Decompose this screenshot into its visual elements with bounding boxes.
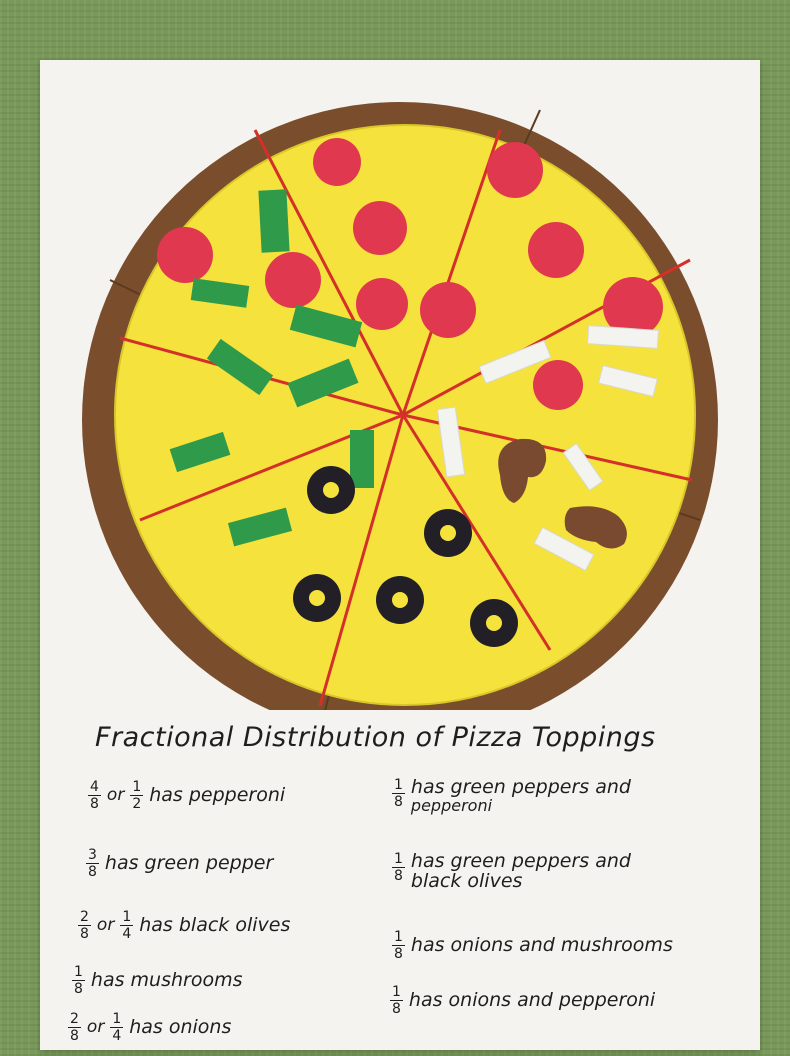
legend-text: has mushrooms	[90, 968, 243, 991]
pepperoni	[487, 142, 543, 198]
fraction: $\frac{4}{8}$	[90, 779, 99, 812]
legend-text: has onions and mushrooms	[410, 933, 673, 956]
green-pepper	[258, 189, 289, 252]
pizza-illustration	[80, 70, 720, 710]
legend-text: has onions	[129, 1015, 232, 1038]
legend-text: has pepperoni	[149, 783, 286, 806]
pepperoni	[313, 138, 361, 186]
fraction: $\frac{1}{8}$	[394, 777, 403, 810]
or-label: or	[96, 914, 115, 935]
pepperoni	[533, 360, 583, 410]
pepperoni	[528, 222, 584, 278]
pepperoni	[157, 227, 213, 283]
legend-text: has onions and pepperoni	[408, 988, 656, 1011]
fraction: $\frac{2}{8}$	[70, 1011, 79, 1044]
pepperoni	[420, 282, 476, 338]
legend-text-line2: pepperoni	[410, 795, 493, 815]
green-pepper	[350, 430, 374, 488]
pepperoni	[353, 201, 407, 255]
fraction: $\frac{1}{8}$	[392, 984, 401, 1017]
pepperoni	[265, 252, 321, 308]
fraction: $\frac{2}{8}$	[80, 909, 89, 942]
legend-text-line2: black olives	[410, 869, 523, 892]
pepperoni	[356, 278, 408, 330]
or-label: or	[106, 784, 125, 805]
legend-text: has green peppers and	[410, 776, 631, 798]
fraction: $\frac{1}{8}$	[394, 851, 403, 884]
legend-text: has black olives	[139, 913, 291, 936]
fraction: $\frac{1}{2}$	[132, 779, 142, 812]
poster-paper	[40, 60, 760, 1050]
fraction: $\frac{1}{4}$	[112, 1011, 122, 1044]
fraction: $\frac{3}{8}$	[88, 847, 97, 880]
fraction: $\frac{1}{8}$	[394, 929, 403, 962]
fraction: $\frac{1}{8}$	[74, 964, 83, 997]
legend-text: has green peppers and	[410, 850, 631, 872]
fraction: $\frac{1}{4}$	[122, 909, 132, 942]
legend-text: has green pepper	[104, 851, 274, 874]
poster-title: Fractional Distribution of Pizza Toppings	[95, 722, 656, 753]
or-label: or	[86, 1016, 105, 1037]
